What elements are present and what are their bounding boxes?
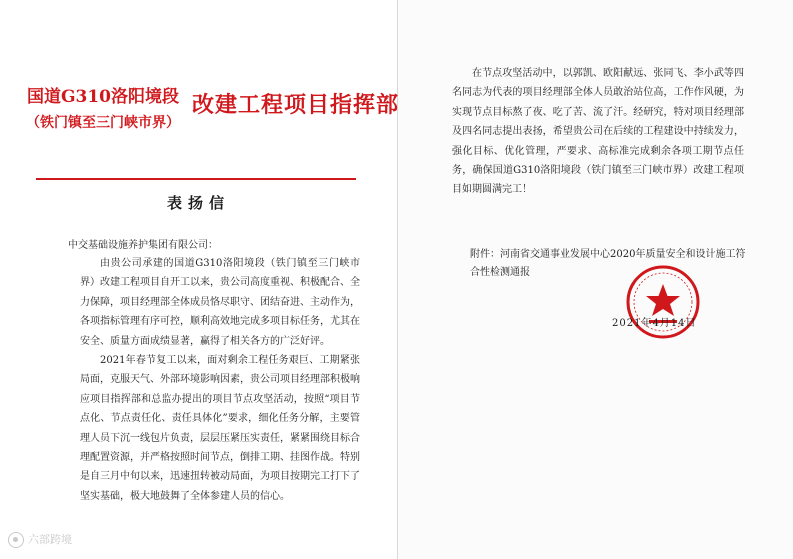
- watermark-text: 六部跨境: [28, 533, 72, 546]
- letterhead-left: [18, 84, 188, 136]
- paragraph: 在节点攻坚活动中，以郭凯、欧阳献远、张同飞、李小武等四名同志为代表的项目经理部全体人员敢治站位高，工作作风硬，为实现节点目标熬了夜、吃了苦、流了汗。经研究，特对项目经理部及四名同志提出表扬，希望贵公司在后续的工程建设中持续发力，强化目标、优化管理，严要求、高标准完成剩余各项工期节点任务，确保国道G310洛阳境段（铁门镇至三门峡市界）改建工程项目如期圆满完工！: [452, 68, 744, 196]
- letterhead-line1: 国道G310洛阳境段: [26, 87, 179, 107]
- letterhead-line2: （铁门镇至三门峡市界）: [26, 115, 180, 131]
- watermark: [8, 531, 72, 548]
- paragraph: 由贵公司承建的国道G310洛阳境段（铁门镇至三门峡市界）改建工程项目自开工以来，贵公司高度重视、积极配合、全力保障，项目经理部全体成员恪尽职守、团结奋进、主动作为，各项指标管理有序可控，顺利高效地完成多项目标任务，尤其在安全、质量方面成绩显著，赢得了相关各方的广泛好评。: [80, 258, 360, 347]
- salutation: 中交基础设施养护集团有限公司：: [68, 240, 218, 251]
- letterhead-divider: [36, 178, 356, 180]
- letter-date: 2021年4月14日: [612, 318, 697, 329]
- watermark-logo-icon: [8, 532, 24, 548]
- page-fold: [397, 0, 398, 559]
- letter-title: 表扬信: [166, 194, 230, 212]
- letterhead-right: 改建工程项目指挥部: [192, 92, 400, 118]
- paragraph: 2021年春节复工以来，面对剩余工程任务艰巨、工期紧张局面，克服天气、外部环境影响因素，贵公司项目经理部积极响应项目指挥部和总监办提出的项目节点攻坚活动，按照“项目节点化、节点责任化、责任具体化”要求，细化任务分解，主要管理人员下沉一线包片负责，层层压紧压实责任，紧紧围绕目标合理配置资源，并严格按照时间节点，倒排工期、挂图作战。特别是自三月中旬以来，迅速扭转被动局面，为项目按期完工打下了坚实基础，极大地鼓舞了全体参建人员的信心。: [80, 355, 360, 502]
- attachment-note: 附件：河南省交通事业发展中心2020年质量安全和设计施工符合性检测通报: [470, 249, 746, 278]
